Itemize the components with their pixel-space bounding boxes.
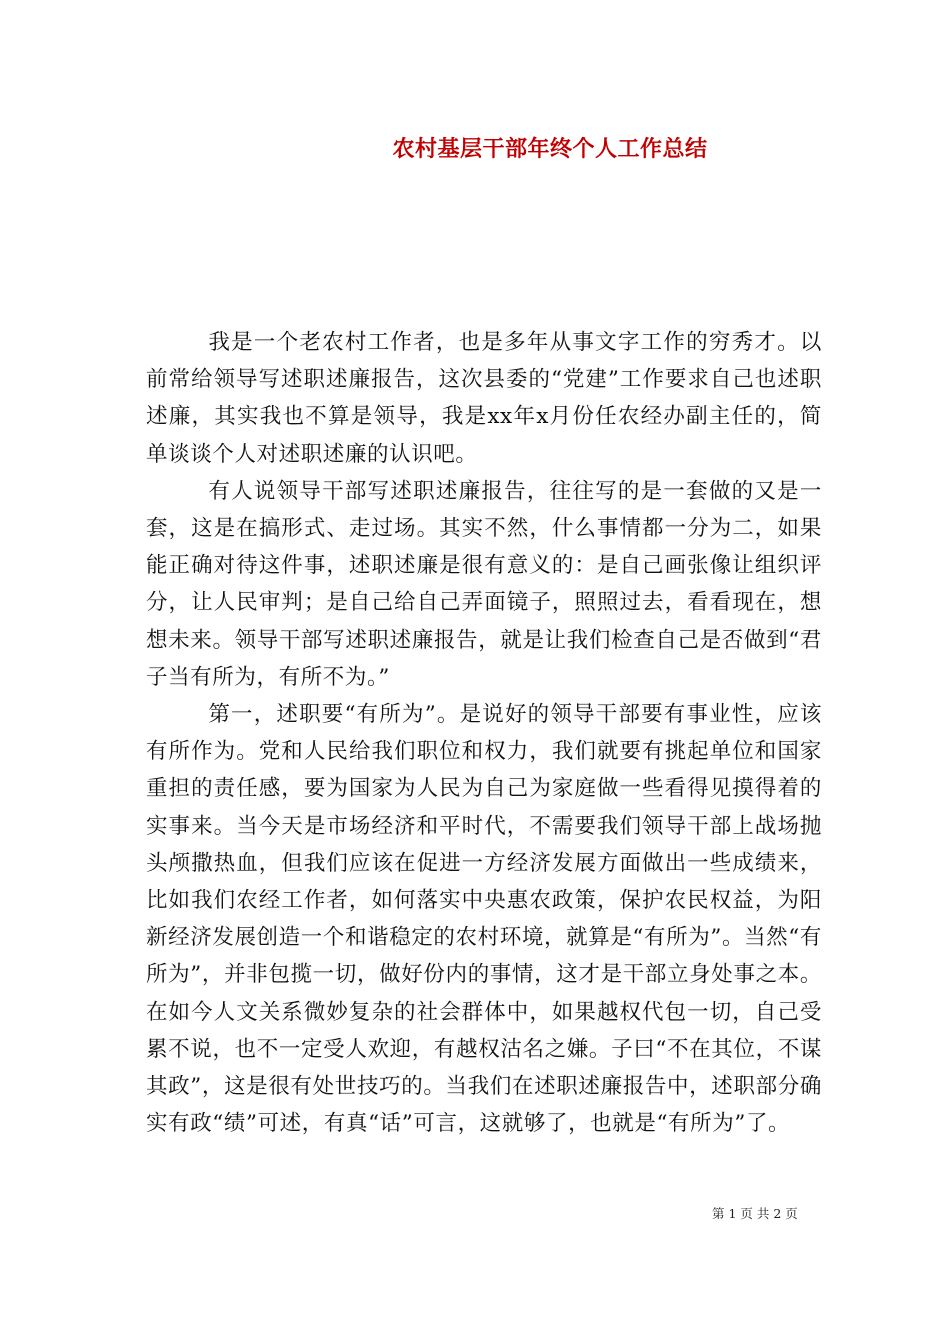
document-title: 农村基层干部年终个人工作总结 <box>392 137 708 162</box>
paragraph-2: 有人说领导干部写述职述廉报告，往往写的是一套做的又是一套，这是在搞形式、走过场。其实不然，什么事情都一分为二，如果能正确对待这件事，述职述廉是很有意义的：是自己画张像让组织评分，让人民审判；是自己给自己弄面镜子，照照过去，看看现在，想想未来。领导干部写述职述廉报告，就是让我们检查自己是否做到“君子当有所为，有所不为。” <box>146 478 822 690</box>
paragraph-3: 第一，述职要“有所为”。是说好的领导干部要有事业性，应该有所作为。党和人民给我们职位和权力，我们就要有挑起单位和国家重担的责任感，要为国家为人民为自己为家庭做一些看得见摸得着的实事来。当今天是市场经济和平时代，不需要我们领导干部上战场抛头颅撒热血，但我们应该在促进一方经济发展方面做出一些成绩来，比如我们农经工作者，如何落实中央惠农政策，保护农民权益，为阳新经济发展创造一个和谐稳定的农村环境，就算是“有所为”。当然“有所为”，并非包揽一切，做好份内的事情，这才是干部立身处事之本。在如今人文关系微妙复杂的社会群体中，如果越权代包一切，自己受累不说，也不一定受人欢迎，有越权沽名之嫌。子曰“不在其位，不谋其政”，这是很有处世技巧的。当我们在述职述廉报告中，述职部分确实有政“绩”可述，有真“话”可言，这就够了，也就是“有所为”了。 <box>146 702 822 1137</box>
document-body <box>146 324 822 1142</box>
paragraph-1: 我是一个老农村工作者，也是多年从事文字工作的穷秀才。以前常给领导写述职述廉报告，这次县委的“党建”工作要求自己也述职述廉，其实我也不算是领导，我是xx年x月份任农经办副主任的，简单谈谈个人对述职述廉的认识吧。 <box>146 330 822 467</box>
page-number: 第 1 页 共 2 页 <box>712 1206 798 1221</box>
